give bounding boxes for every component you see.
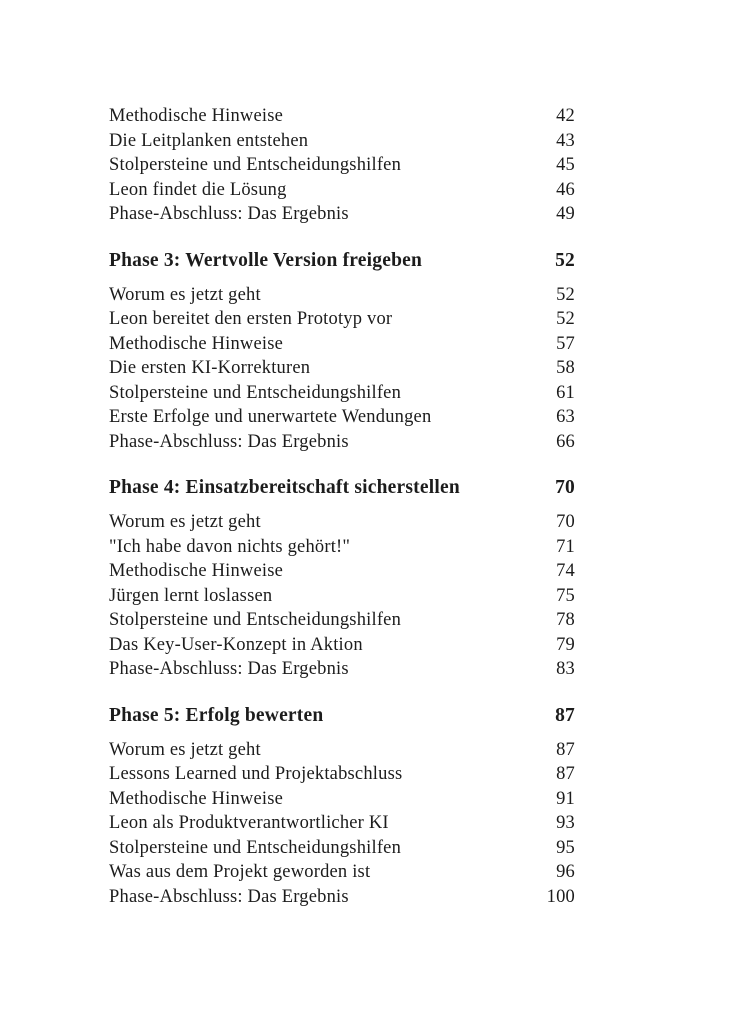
entry-title: Phase-Abschluss: Das Ergebnis xyxy=(109,431,349,452)
toc-entry xyxy=(109,535,575,560)
section-page-number: 70 xyxy=(555,477,575,498)
entry-page-number: 93 xyxy=(556,813,575,833)
toc-entry xyxy=(109,559,575,584)
entry-title: Stolpersteine und Entscheidungshilfen xyxy=(109,155,402,175)
entry-title: Phase-Abschluss: Das Ergebnis xyxy=(109,886,349,907)
entry-title: Leon als Produktverantwortlicher KI xyxy=(109,813,389,833)
entry-title: "Ich habe davon nichts gehört!" xyxy=(109,536,351,557)
entry-title: Erste Erfolge und unerwartete Wendungen xyxy=(109,407,432,427)
toc-entry xyxy=(109,332,575,357)
entry-page-number: 87 xyxy=(556,739,575,760)
entry-title: Stolpersteine und Entscheidungshilfen xyxy=(109,837,402,858)
toc-entry xyxy=(109,811,575,836)
entry-page-number: 74 xyxy=(556,561,575,581)
entry-title: Worum es jetzt geht xyxy=(109,284,261,305)
toc-entry xyxy=(109,584,575,609)
entry-title: Worum es jetzt geht xyxy=(109,512,261,532)
entry-page-number: 49 xyxy=(556,204,575,224)
entry-title: Stolpersteine und Entscheidungshilfen xyxy=(109,382,402,403)
toc-entry xyxy=(109,178,575,203)
toc-entry xyxy=(109,202,575,227)
toc-entry xyxy=(109,129,575,154)
entry-page-number: 96 xyxy=(556,862,575,882)
toc-entry xyxy=(109,762,575,787)
entry-page-number: 43 xyxy=(556,130,575,151)
entry-page-number: 87 xyxy=(556,764,575,784)
entry-page-number: 70 xyxy=(556,512,575,532)
entry-page-number: 42 xyxy=(556,106,575,126)
entry-page-number: 52 xyxy=(556,309,575,329)
toc-entry xyxy=(109,510,575,535)
section-title: Phase 5: Erfolg bewerten xyxy=(109,704,324,726)
entry-title: Das Key-User-Konzept in Aktion xyxy=(109,634,363,655)
entry-title: Lessons Learned und Projektabschluss xyxy=(109,764,403,784)
entry-page-number: 57 xyxy=(556,333,575,354)
entry-page-number: 63 xyxy=(556,407,575,427)
entry-title: Worum es jetzt geht xyxy=(109,739,261,760)
toc-entry xyxy=(109,738,575,763)
toc-entry xyxy=(109,860,575,885)
entry-page-number: 61 xyxy=(556,382,575,403)
toc-entry xyxy=(109,657,575,682)
entry-title: Methodische Hinweise xyxy=(109,561,284,581)
entry-title: Die Leitplanken entstehen xyxy=(109,130,309,151)
entry-page-number: 66 xyxy=(556,431,575,452)
entry-page-number: 91 xyxy=(556,788,575,809)
entry-title: Methodische Hinweise xyxy=(109,106,284,126)
entry-page-number: 79 xyxy=(556,634,575,655)
section-page-number: 52 xyxy=(555,249,575,271)
entry-page-number: 45 xyxy=(556,155,575,175)
entry-page-number: 95 xyxy=(556,837,575,858)
entry-title: Leon findet die Lösung xyxy=(109,179,287,200)
entry-page-number: 83 xyxy=(556,659,575,679)
entry-title: Stolpersteine und Entscheidungshilfen xyxy=(109,610,402,630)
entry-title: Die ersten KI-Korrekturen xyxy=(109,358,311,378)
toc-entry xyxy=(109,608,575,633)
section-title: Phase 3: Wertvolle Version freigeben xyxy=(109,249,423,271)
toc-entry xyxy=(109,885,575,910)
toc-entry xyxy=(109,153,575,178)
toc-entry xyxy=(109,283,575,308)
entry-page-number: 78 xyxy=(556,610,575,630)
section-title: Phase 4: Einsatzbereitschaft sicherstellen xyxy=(109,477,460,498)
entry-page-number: 58 xyxy=(556,358,575,378)
toc-entry xyxy=(109,104,575,129)
toc-entry xyxy=(109,430,575,455)
entry-page-number: 100 xyxy=(546,886,575,907)
table-of-contents xyxy=(109,104,575,909)
entry-title: Was aus dem Projekt geworden ist xyxy=(109,862,371,882)
section-page-number: 87 xyxy=(555,704,575,726)
toc-entry xyxy=(109,356,575,381)
entry-page-number: 46 xyxy=(556,179,575,200)
entry-title: Phase-Abschluss: Das Ergebnis xyxy=(109,659,349,679)
entry-title: Phase-Abschluss: Das Ergebnis xyxy=(109,204,349,224)
entry-title: Methodische Hinweise xyxy=(109,333,284,354)
toc-entry xyxy=(109,787,575,812)
toc-section-heading xyxy=(109,474,575,502)
toc-section-heading xyxy=(109,247,575,275)
entry-page-number: 52 xyxy=(556,284,575,305)
toc-section-heading xyxy=(109,702,575,730)
entry-title: Leon bereitet den ersten Prototyp vor xyxy=(109,309,393,329)
toc-entry xyxy=(109,836,575,861)
entry-page-number: 71 xyxy=(556,536,575,557)
entry-title: Jürgen lernt loslassen xyxy=(109,585,273,606)
toc-entry xyxy=(109,405,575,430)
entry-page-number: 75 xyxy=(556,585,575,606)
toc-entry xyxy=(109,633,575,658)
toc-entry xyxy=(109,381,575,406)
entry-title: Methodische Hinweise xyxy=(109,788,284,809)
toc-entry xyxy=(109,307,575,332)
